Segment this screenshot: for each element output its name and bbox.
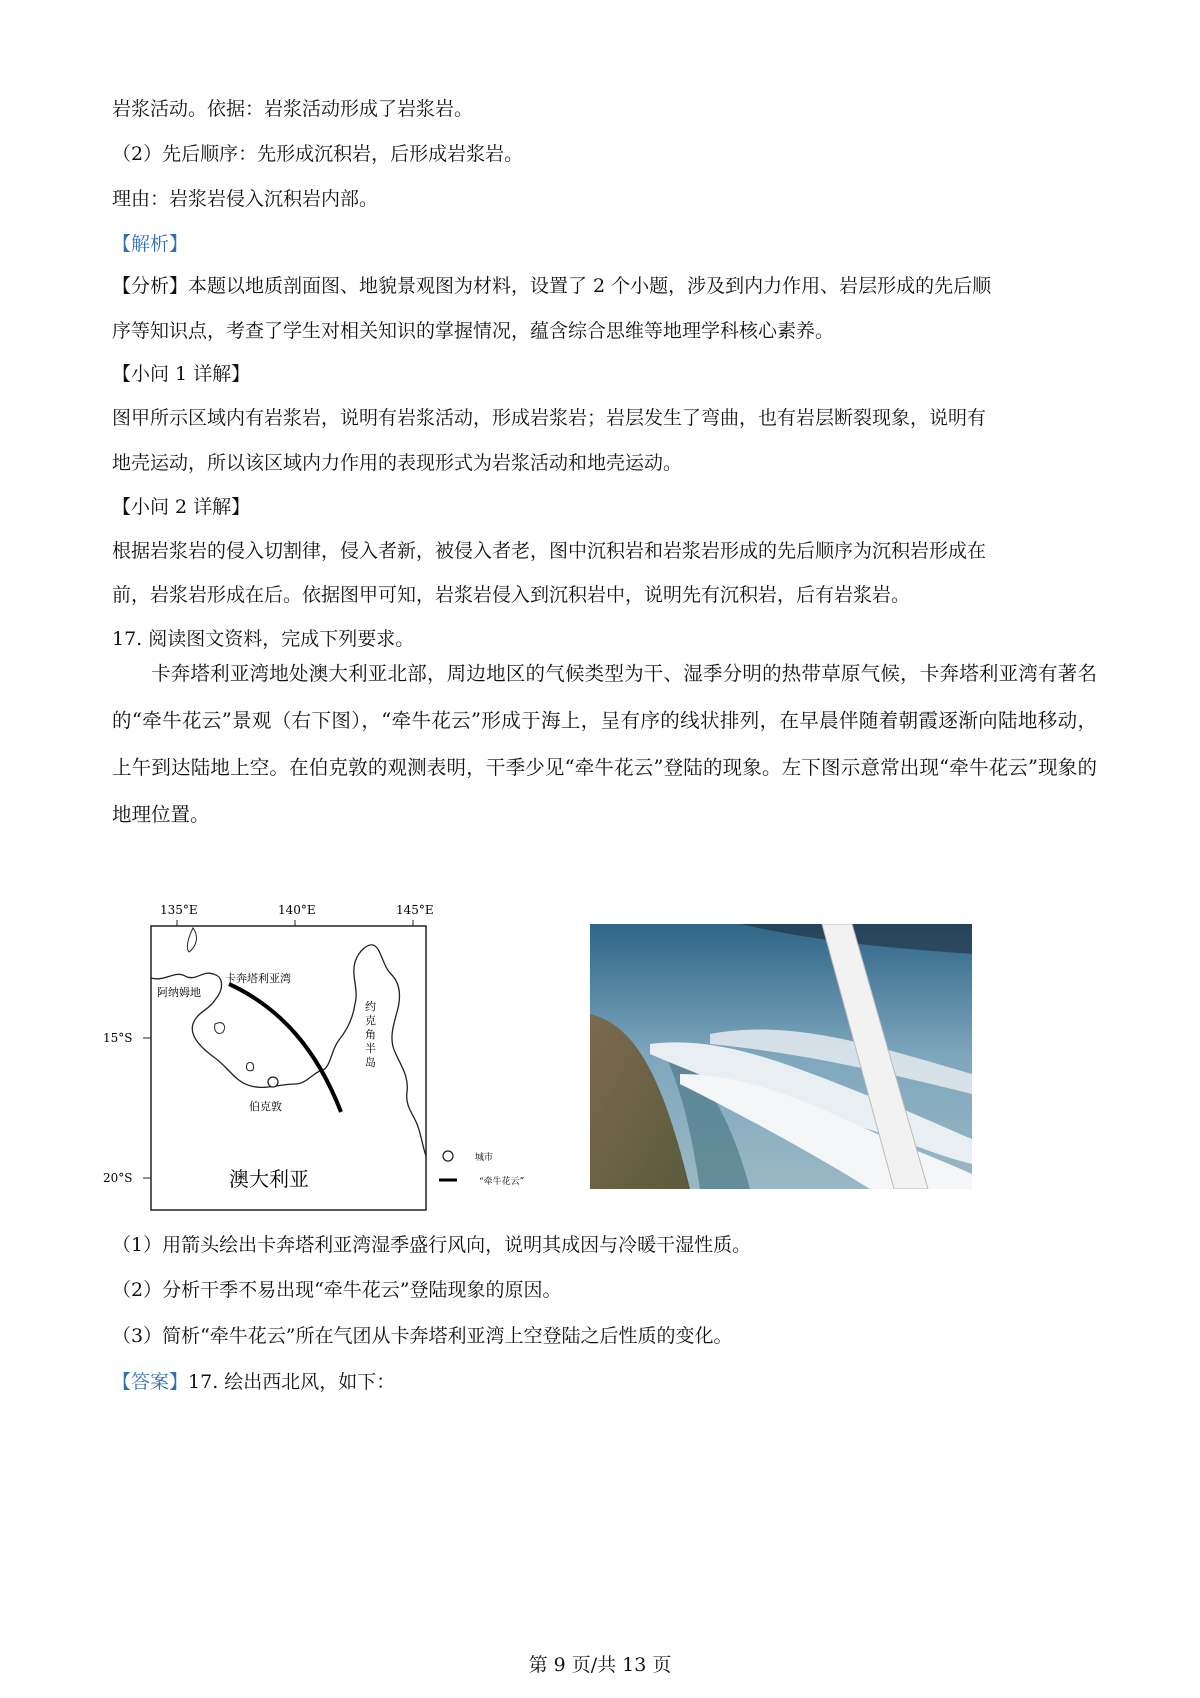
question-17-2: （2）分析干季不易出现“牵牛花云”登陆现象的原因。: [112, 1279, 562, 1301]
island-3: [246, 1062, 253, 1070]
morning-glory-cloud-line: [229, 984, 341, 1112]
subquestion-2-heading: 【小问 2 详解】: [112, 496, 251, 518]
answer-text: 17. 绘出西北风，如下：: [188, 1371, 396, 1393]
label-gulf-carpentaria: 卡奔塔利亚湾: [225, 972, 291, 985]
subquestion-1-heading: 【小问 1 详解】: [112, 363, 251, 385]
answer-tag: 【答案】: [112, 1371, 189, 1393]
page-footer: 第 9 页/共 13 页: [528, 1654, 672, 1676]
lon-label-140: 140°E: [278, 903, 316, 917]
label-arnhem-land: 阿纳姆地: [157, 986, 201, 999]
morning-glory-photo: [590, 924, 972, 1189]
subquestion-2-line-2: 前，岩浆岩形成在后。依据图甲可知，岩浆岩侵入到沉积岩中，说明先有沉积岩，后有岩浆岩。: [112, 584, 911, 606]
question-17-3: （3）简析“牵牛花云”所在气团从卡奔塔利亚湾上空登陆之后性质的变化。: [112, 1325, 733, 1347]
analysis-line-2: 序等知识点，考查了学生对相关知识的掌握情况，蕴含综合思维等地理学科核心素养。: [112, 320, 835, 342]
question-17-title: 17. 阅读图文资料，完成下列要求。: [112, 628, 415, 650]
subquestion-1-line-1: 图甲所示区域内有岩浆岩，说明有岩浆活动，形成岩浆岩；岩层发生了弯曲，也有岩层断裂现象，说明有: [112, 407, 987, 429]
legend-cloud-label: “牵牛花云”: [479, 1177, 525, 1187]
answer-line-order: （2）先后顺序：先形成沉积岩，后形成岩浆岩。: [112, 143, 524, 165]
legend-city-label: 城市: [475, 1153, 494, 1163]
subquestion-2-line-1: 根据岩浆岩的侵入切割律，侵入者新，被侵入者老，图中沉积岩和岩浆岩形成的先后顺序为沉积岩形成在: [112, 540, 987, 562]
legend-city-icon: [443, 1151, 453, 1161]
australia-map-figure: [85, 900, 565, 1220]
analysis-line-1: 【分析】本题以地质剖面图、地貌景观图为材料，设置了 2 个小题，涉及到内力作用、岩层形成的先后顺: [112, 275, 992, 297]
label-australia: 澳大利亚: [229, 1167, 309, 1191]
subquestion-1-line-2: 地壳运动，所以该区域内力作用的表现形式为岩浆活动和地壳运动。: [112, 452, 683, 474]
label-cape-york-1: 约: [365, 1000, 376, 1013]
label-cape-york-2: 克: [365, 1014, 376, 1027]
city-burketown-marker: [268, 1077, 278, 1087]
lat-label-20: 20°S: [103, 1171, 133, 1185]
label-cape-york-4: 半: [365, 1042, 376, 1055]
island-2: [215, 1023, 225, 1034]
label-cape-york-5: 岛: [365, 1056, 376, 1069]
label-cape-york: [365, 999, 376, 1069]
question-17-1: （1）用箭头绘出卡奔塔利亚湾湿季盛行风向，说明其成因与冷暖干湿性质。: [112, 1234, 752, 1256]
answer-17-line: [112, 1369, 395, 1395]
answer-line-magma: 岩浆活动。依据：岩浆活动形成了岩浆岩。: [112, 98, 474, 120]
lon-label-145: 145°E: [396, 903, 434, 917]
lat-label-15: 15°S: [103, 1031, 133, 1045]
analysis-heading: 【解析】: [112, 233, 189, 255]
lon-label-135: 135°E: [160, 903, 198, 917]
label-burketown: 伯克敦: [249, 1100, 282, 1113]
question-17-material: 卡奔塔利亚湾地处澳大利亚北部，周边地区的气候类型为干、湿季分明的热带草原气候，卡奔塔利亚湾有著名的“牵牛花云”景观（右下图），“牵牛花云”形成于海上，呈有序的线状排列，在早晨伴随着朝霞逐渐向陆地移动，上午到达陆地上空。在伯克敦的观测表明，干季少见“牵牛花云”登陆的现象。左下图示意常出现“牵牛花云”现象的地理位置。: [112, 662, 1097, 826]
answer-line-reason: 理由：岩浆岩侵入沉积岩内部。: [112, 188, 379, 210]
label-cape-york-3: 角: [365, 1028, 376, 1041]
island-1: [187, 928, 196, 952]
